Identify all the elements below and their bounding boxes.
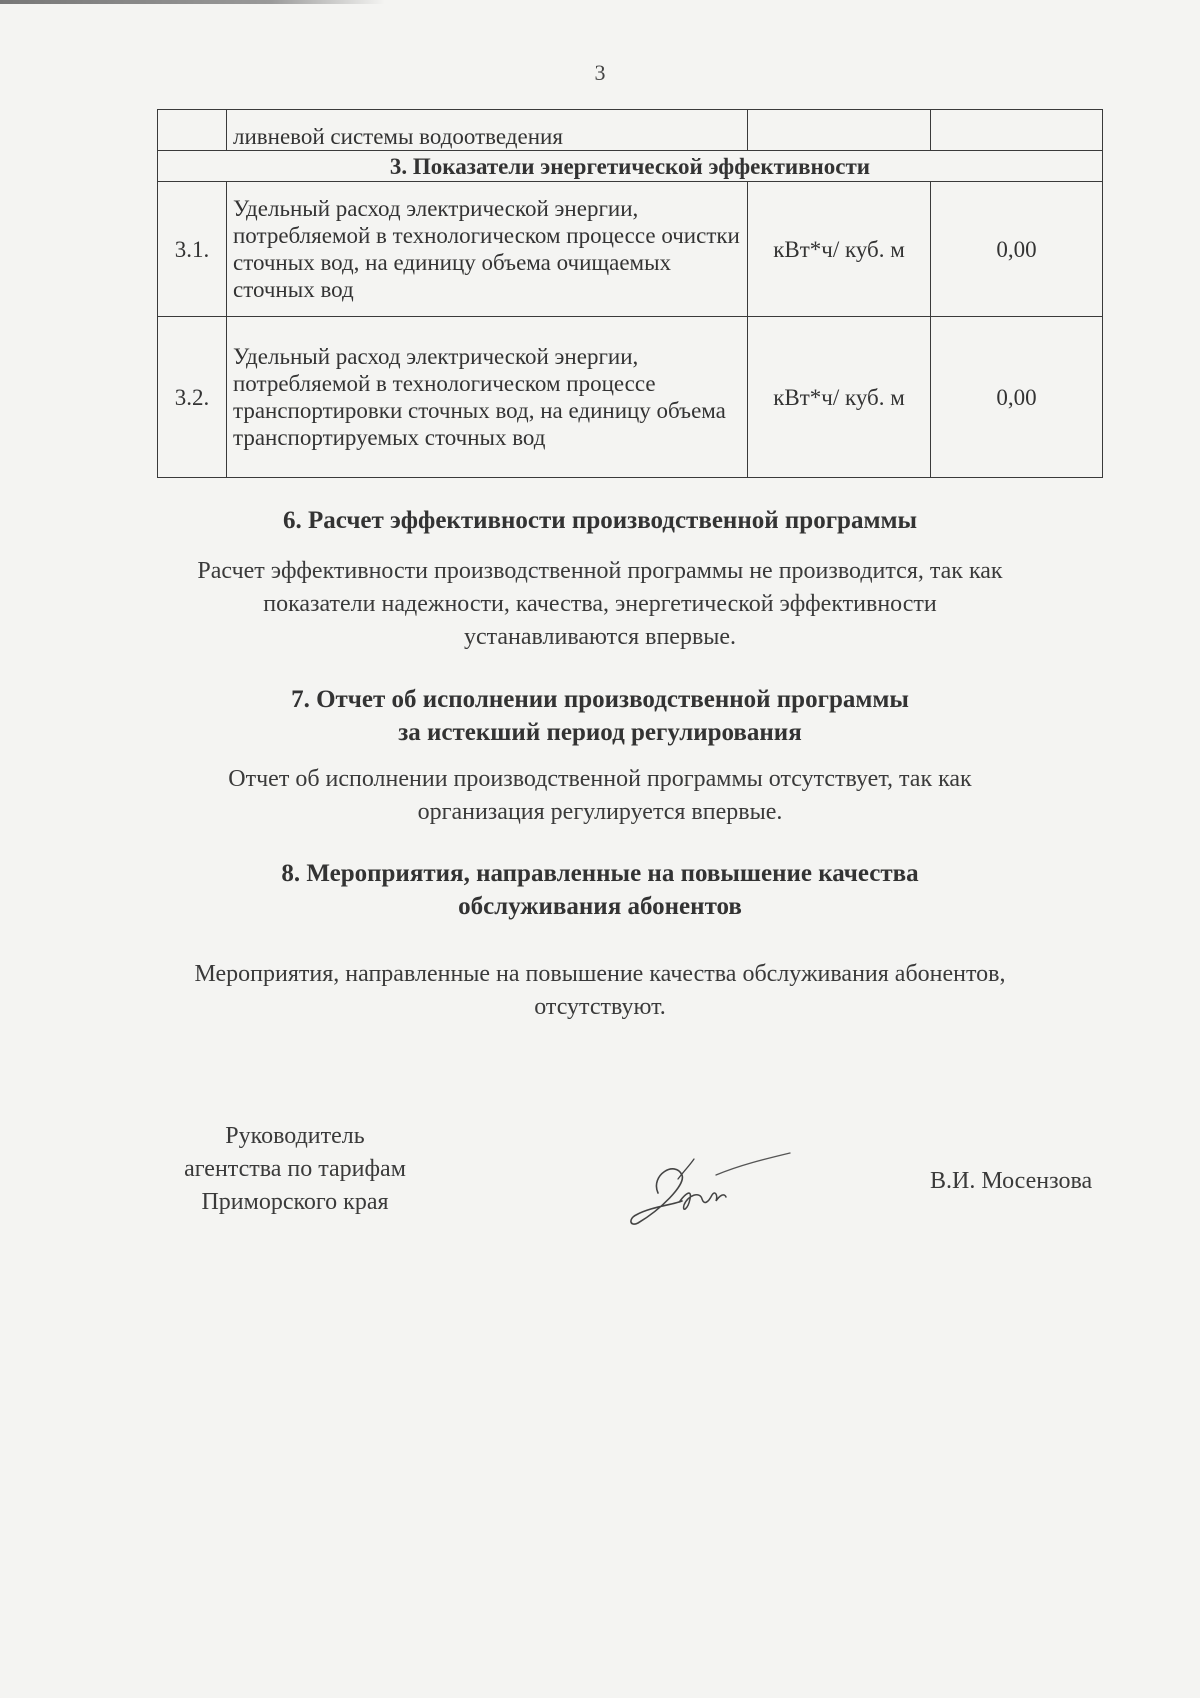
table-row bbox=[158, 317, 1103, 478]
signatory-title-line: Руководитель bbox=[225, 1123, 365, 1149]
table-section-row bbox=[158, 151, 1103, 182]
cell-unit bbox=[748, 110, 931, 151]
table-row bbox=[158, 182, 1103, 317]
signatory-title bbox=[150, 1120, 440, 1219]
section-7-heading: 7. Отчет об исполнении производственной программы bbox=[291, 686, 909, 713]
table-row-continuation bbox=[158, 110, 1103, 151]
cell-num bbox=[158, 110, 227, 151]
section-7-heading: за истекший период регулирования bbox=[398, 719, 802, 746]
cell-value: 0,00 bbox=[931, 317, 1103, 478]
section-8-line: отсутствуют. bbox=[534, 994, 666, 1020]
cell-unit: кВт*ч/ куб. м bbox=[748, 317, 931, 478]
cell-unit: кВт*ч/ куб. м bbox=[748, 182, 931, 317]
section-8-line: Мероприятия, направленные на повышение качества обслуживания абонентов, bbox=[194, 961, 1006, 987]
section-title: 3. Показатели энергетической эффективности bbox=[158, 151, 1103, 182]
cell-name: Удельный расход электрической энергии, потребляемой в технологическом процессе транспортировки сточных вод, на единицу объема транспортируемых сточных вод bbox=[227, 317, 748, 478]
section-7-line: организация регулируется впервые. bbox=[417, 799, 783, 825]
signatory-title-line: агентства по тарифам bbox=[184, 1156, 406, 1182]
signatory-title-line: Приморского края bbox=[201, 1189, 389, 1215]
cell-value bbox=[931, 110, 1103, 151]
section-6-line: устанавливаются впервые. bbox=[463, 624, 737, 650]
cell-value: 0,00 bbox=[931, 182, 1103, 317]
page-number: 3 bbox=[594, 60, 606, 85]
section-6-heading: 6. Расчет эффективности производственной программы bbox=[282, 507, 918, 534]
indicators-table bbox=[157, 109, 1103, 478]
signatory-name: В.И. Мосензова bbox=[930, 1168, 1093, 1194]
cell-num: 3.1. bbox=[158, 182, 227, 317]
handwritten-signature-icon bbox=[620, 1135, 800, 1235]
section-6-line: Расчет эффективности производственной программы не производится, так как bbox=[197, 558, 1003, 584]
section-7-line: Отчет об исполнении производственной программы отсутствует, так как bbox=[228, 766, 972, 792]
section-8-heading: 8. Мероприятия, направленные на повышение качества bbox=[281, 860, 919, 887]
cell-num: 3.2. bbox=[158, 317, 227, 478]
section-6-line: показатели надежности, качества, энергетической эффективности bbox=[263, 591, 937, 617]
section-8-heading: обслуживания абонентов bbox=[458, 893, 742, 920]
cell-name: ливневой системы водоотведения bbox=[227, 110, 748, 151]
scan-edge-artifact bbox=[0, 0, 385, 4]
cell-name: Удельный расход электрической энергии, потребляемой в технологическом процессе очистки сточных вод, на единицу объема очищаемых сточных вод bbox=[227, 182, 748, 317]
